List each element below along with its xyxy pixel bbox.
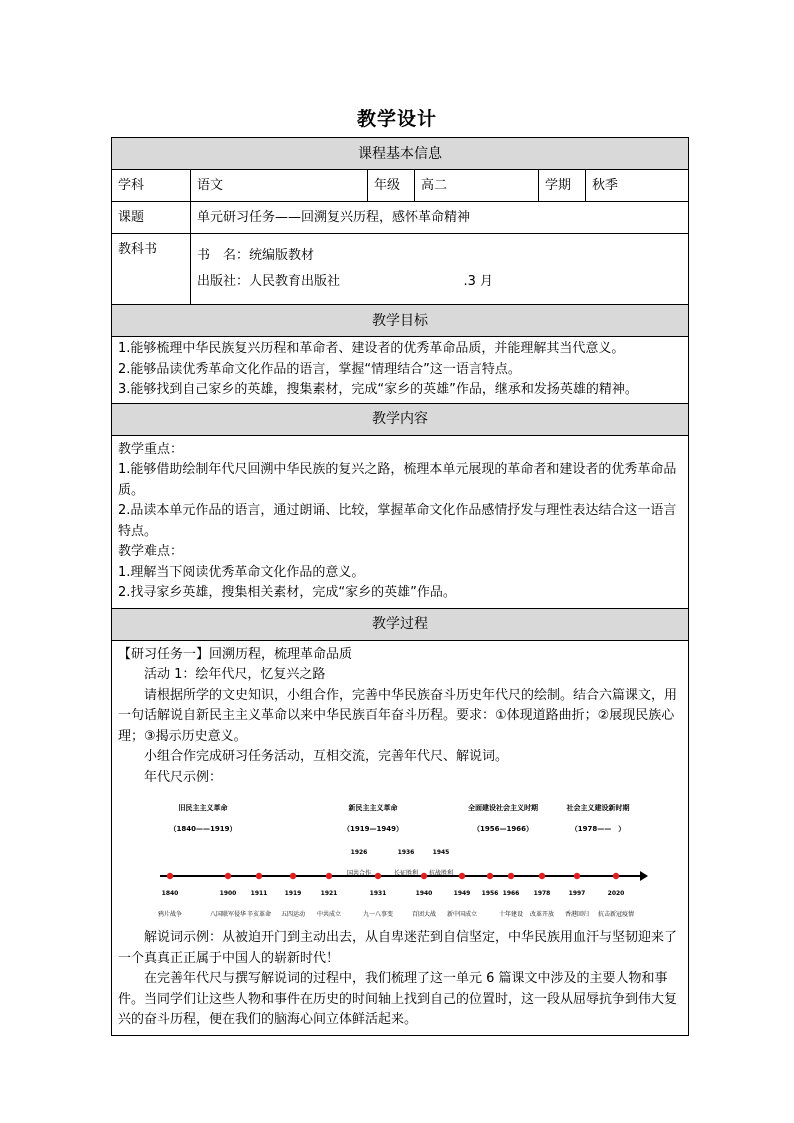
timeline-event-above (394, 843, 418, 884)
timeline-event: 新中国成立 (446, 910, 478, 918)
timeline-year: 1911 (250, 890, 268, 897)
timeline-year: 2020 (607, 890, 625, 897)
timeline-event: 辛亥革命 (246, 910, 272, 918)
objective-item: 1.能够梳理中华民族复兴历程和革命者、建设者的优秀革命品质，并能理解其当代意义。 (118, 341, 625, 356)
topic-value: 单元研习任务——回溯复兴历程，感怀革命精神 (191, 202, 689, 234)
objective-item: 3.能够找到自己家乡的英雄，搜集素材，完成“家乡的英雄”作品，继承和发扬英雄的精神。 (118, 382, 638, 397)
timeline-year: 1940 (415, 890, 433, 897)
timeline-dot (225, 873, 231, 879)
timeline-year: 1900 (219, 890, 237, 897)
timeline-year: 1956 (481, 890, 499, 897)
subject-value: 语文 (191, 170, 368, 202)
textbook-label: 教科书 (112, 234, 191, 305)
instruction-paragraph: 请根据所学的文史知识，小组合作，完善中华民族奋斗历史年代尺的绘制。结合六篇课文，用一句话解说自新民主主义革命以来中华民族百年奋斗历程。要求：①体现道路曲折；②展现民族心理；③揭示历史意义。 (118, 687, 678, 744)
key-points-label: 教学重点： (118, 441, 184, 457)
timeline-era (168, 798, 238, 839)
timeline-era (548, 798, 648, 839)
timeline-year: 1840 (161, 890, 179, 897)
timeline-event: 鸦片战争 (157, 910, 183, 918)
timeline-event-below (317, 884, 341, 925)
timeline-year: 1931 (369, 890, 387, 897)
timeline-event: 五四运动 (280, 910, 306, 918)
activity-title: 活动 1：绘年代尺，忆复兴之路 (144, 667, 326, 682)
timeline-event-below (530, 884, 554, 925)
task-title: 回溯历程，梳理革命品质 (209, 646, 353, 662)
grade-label: 年级 (368, 170, 415, 202)
timeline-era (448, 798, 558, 839)
timeline-event: 改革开放 (529, 910, 555, 918)
timeline-event-below (482, 884, 499, 905)
lesson-plan-table (111, 137, 689, 1036)
timeline-era-name: 新民主主义革命 (348, 804, 398, 812)
timeline-event-below (158, 884, 182, 925)
timeline-year: 1919 (284, 890, 302, 897)
timeline-event-below (598, 884, 634, 925)
objective-item: 2.能够品读优秀革命文化作品的语言，掌握“情理结合”这一语言特点。 (118, 361, 521, 377)
timeline-dot (326, 873, 332, 879)
timeline-dot (421, 873, 427, 879)
task-bracket: 【研习任务一】 (118, 646, 210, 662)
timeline-dot (574, 873, 580, 879)
timeline-year: 1921 (320, 890, 338, 897)
timeline-era-range: （1919—1949） (343, 824, 403, 833)
timeline-year: 1926 (350, 849, 368, 856)
timeline-event: 抗战胜利 (428, 869, 454, 877)
timeline-era-name: 全面建设社会主义时期 (468, 804, 538, 812)
timeline-event-below (499, 884, 523, 925)
timeline-event-above (429, 843, 453, 884)
timeline-dot (487, 873, 493, 879)
timeline-dot (167, 873, 173, 879)
timeline-era (328, 798, 418, 839)
timeline-event-below (363, 884, 393, 925)
content-header: 教学内容 (112, 403, 689, 435)
key-point-item: 1.能够借助绘制年代尺回溯中华民族的复兴之路，梳理本单元展现的革命者和建设者的优秀革命品质。 (118, 462, 677, 498)
term-value: 秋季 (586, 170, 689, 202)
timeline-era-name: 旧民主主义革命 (178, 804, 228, 812)
timeline-dot (539, 873, 545, 879)
basic-info-header: 课程基本信息 (112, 138, 689, 170)
timeline-event: 九一八事变 (362, 910, 394, 918)
timeline-dot (290, 873, 296, 879)
timeline-event: 香港回归 (564, 910, 590, 918)
timeline-dot (256, 873, 262, 879)
timeline-dot (613, 873, 619, 879)
timeline-event-above (347, 843, 371, 884)
timeline-dot (508, 873, 514, 879)
timeline-event-below (565, 884, 589, 925)
timeline-event-below (247, 884, 271, 925)
timeline-year: 1997 (568, 890, 586, 897)
group-work-paragraph: 小组合作完成研习任务活动，互相交流，完善年代尺、解说词。 (144, 749, 509, 764)
process-body (112, 640, 689, 1035)
summary-paragraph: 在完善年代尺与撰写解说词的过程中，我们梳理了这一单元 6 篇课文中涉及的主要人物和事件。当同学们让这些人物和事件在历史的时间轴上找到自己的位置时，这一段从屈辱抗争到伟大复兴的奋斗历程，便在我们的脑海心间立体鲜活起来。 (118, 971, 678, 1027)
timeline-year: 1978 (533, 890, 551, 897)
timeline-event: 国共合作 (346, 869, 372, 877)
timeline-era-range: （1840——1919） (169, 824, 237, 833)
timeline-year: 1936 (397, 849, 415, 856)
timeline-figure (148, 796, 648, 916)
term-label: 学期 (539, 170, 586, 202)
timeline-era-range: （1978—— ） (570, 824, 626, 833)
task-heading (118, 645, 682, 666)
topic-label: 课题 (112, 202, 191, 234)
timeline-era-range: （1956—1966） (473, 824, 533, 833)
timeline-event: 抗击新冠疫情 (597, 910, 635, 918)
content-body (112, 435, 689, 608)
process-header: 教学过程 (112, 608, 689, 640)
key-point-item: 2.品读本单元作品的语言，通过朗诵、比较，掌握革命文化作品感情抒发与理性表达结合这一语言特点。 (118, 503, 677, 539)
timeline-arrow (640, 871, 648, 881)
document-title: 教学设计 (356, 108, 437, 130)
timeline-example-label: 年代尺示例： (144, 769, 223, 785)
timeline-event: 中共成立 (316, 910, 342, 918)
timeline-event: 长征胜利 (393, 869, 419, 877)
timeline-dot (375, 873, 381, 879)
grade-value: 高二 (415, 170, 539, 202)
timeline-year: 1949 (453, 890, 471, 897)
timeline-event-below (210, 884, 246, 925)
timeline-event-below (447, 884, 477, 925)
timeline-dot (459, 873, 465, 879)
difficulty-label: 教学难点： (118, 544, 184, 559)
timeline-event: 百团大战 (411, 910, 437, 918)
subject-label: 学科 (112, 170, 191, 202)
difficulty-item: 1.理解当下阅读优秀革命文化作品的意义。 (118, 564, 365, 580)
timeline-event: 十年建设 (498, 910, 524, 918)
textbook-info (191, 234, 689, 305)
objectives-header: 教学目标 (112, 305, 689, 337)
timeline-year: 1945 (432, 849, 450, 856)
timeline-era-name: 社会主义建设新时期 (566, 804, 630, 812)
commentary-example: 解说词示例：从被迫开门到主动出去，从自卑迷茫到自信坚定，中华民族用血汗与坚韧迎来了一个真真正正属于中国人的崭新时代！ (118, 930, 678, 966)
timeline-event-below (412, 884, 436, 925)
timeline-event: 八国联军侵华 (209, 910, 247, 918)
difficulty-item: 2.找寻家乡英雄，搜集相关素材，完成“家乡的英雄”作品。 (118, 585, 456, 600)
publisher: 出版社：人民教育出版社 (197, 274, 341, 289)
book-name: 书 名：统编版教材 (197, 248, 315, 263)
publisher-row (197, 269, 493, 295)
timeline-event-below (281, 884, 305, 925)
timeline-year: 1966 (502, 890, 520, 897)
objectives-body (112, 337, 689, 404)
publish-date: .3 月 (463, 274, 493, 289)
